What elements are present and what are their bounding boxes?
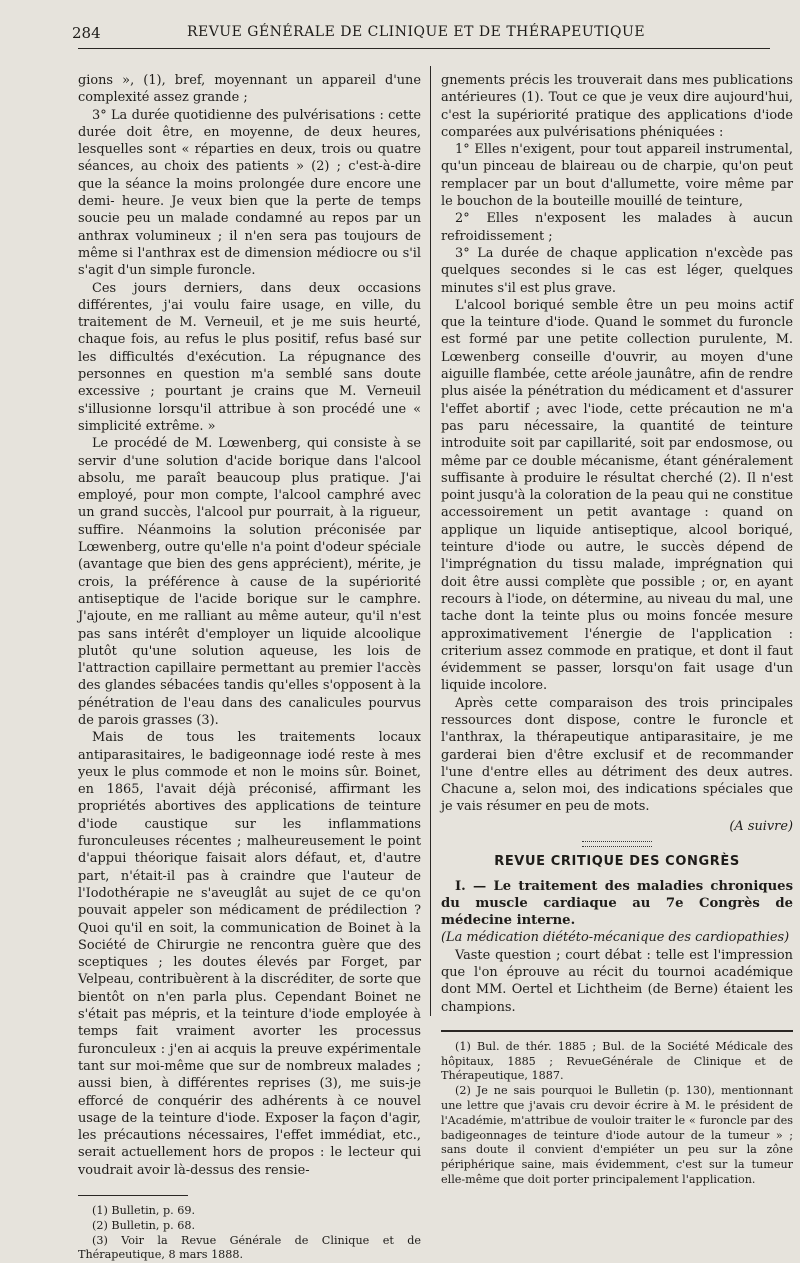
footnote: (3) Voir la Revue Générale de Clinique et de Thérapeutique, 8 mars 1888. <box>78 1233 421 1262</box>
paragraph: Après cette comparaison des trois principales ressources dont dispose, contre le furoncle et l'anthrax, la thérapeutique antiparasitaire, je me garderai bien d'être exclusif et de recommander l'une d'entre elles au détriment des deux autres. Chacune a, selon moi, des indications spéciales que je vais résumer en peu de mots. <box>441 695 793 815</box>
paragraph: 1° Elles n'exigent, pour tout appareil instrumental, qu'un pinceau de blaireau ou de charpie, qu'on peut remplacer par un bout d'allumette, voire même par le bouchon de la bouteille mouillé de teinture, <box>441 142 793 210</box>
footnote-rule <box>441 1030 793 1032</box>
footnote: (2) Je ne sais pourquoi le Bulletin (p. 130), mentionnant une lettre que j'avais cru devoir écrire à M. le président de l'Académie, m'attribue de vouloir traiter le « furoncle par des badigeonnages de teinture d'iode autour de la tumeur » ; sans doute il convient d'empiéter un peu sur la zône périphérique saine, mais évidemment, c'est sur la tumeur elle-même que doit porter principalement l'application. <box>441 1084 793 1187</box>
paragraph: Vaste question ; court débat : telle est l'impression que l'on éprouve au récit du tournoi académique dont MM. Oertel et Lichtheim (de Berne) étaient les champions. <box>441 947 793 1015</box>
paragraph: 2° Elles n'exposent les malades à aucun refroidissement ; <box>441 211 793 244</box>
footnote: (2) Bulletin, p. 68. <box>92 1218 196 1232</box>
header-rule <box>78 48 770 49</box>
article-subtitle: (La médication diététo-mécanique des cardiopathies) <box>441 930 790 946</box>
paragraph: 3° La durée quotidienne des pulvérisations : cette durée doit être, en moyenne, de deux heures, lesquelles sont « réparties en deux, trois ou quatre séances, au choix des patients » (2) ; c'est-à-dire que la séance la moins prolongée dure encore une demi- heure. Je veux bien que la perte de temps soucie peu un malade condamné au repos par un anthrax volumineux ; il n'en sera pas toujours de même si l'anthrax est de dimension médiocre ou s'il s'agit d'un simple furoncle. <box>78 107 421 279</box>
column-divider <box>430 66 431 1016</box>
paragraph: Mais de tous les traitements locaux antiparasitaires, le badigeonnage iodé reste à mes yeux le plus commode et non le moins sûr. Boinet, en 1865, l'avait déjà préconisé, affirmant les propriétés abortives des applications de teinture d'iode caustique sur les inflammations furonculeuses récentes ; malheureusement le point d'appui théorique faisait alors défaut, et, d'autre part, n'était-il pas à craindre que l'auteur de l'Iodothérapie ne s'aveuglât au sujet de ce qu'on pouvait appeler son médicament de prédilection ? Quoi qu'il en soit, la communication de Boinet à la Société de Chirurgie ne rencontra guère que des sceptiques ; les doutes élevés par Forget, par Velpeau, contribuèrent à la discréditer, de sorte que bientôt on n'en parla plus. Cependant Boinet ne s'était pas mépris, et la teinture d'iode employée à temps fait vraiment avorter les processus furonculeux : j'en ai acquis la preuve expérimentale tant sur moi-même que sur de nombreux malades ; aussi bien, à différentes reprises (3), me suis-je efforcé de conquérir des adhérents à ce nouvel usage de la teinture d'iode. Exposer la façon d'agir, les précautions nécessaires, l'effet immédiat, etc., serait actuellement hors de propos : le lecteur qui voudrait avoir là-dessus des rensie- <box>78 730 421 1178</box>
paragraph: gnements précis les trouverait dans mes publications antérieures (1). Tout ce que je veux dire aujourd'hui, c'est la supériorité pratique des applications d'iode comparées aux pulvérisations phéniquées : <box>441 73 793 140</box>
left-footnotes <box>78 1204 421 1263</box>
page-number: 284 <box>72 24 101 42</box>
paragraph: L'alcool boriqué semble être un peu moins actif que la teinture d'iode. Quand le sommet du furoncle est formé par une petite collection purulente, M. Lœwenberg conseille d'ouvrir, au moyen d'une aiguille flambée, cette aréole jaunâtre, afin de rendre plus aisée la pénétration du médicament et d'assurer l'effet abortif ; avec l'iode, cette précaution ne m'a pas paru nécessaire, la quantité de teinture introduite soit par capillarité, soit par endosmose, ou même par ce double mécanisme, étant généralement suffisante à produire le résultat cherché (2). Il n'est point jusqu'à la coloration de la peau qui ne constitue accessoirement un petit avantage : quand on applique un liquide antiseptique, alcool boriqué, teinture d'iode ou autre, le succès dépend de l'imprégnation du tissu malade, imprégnation qui doit être aussi complète que possible ; or, en ayant recours à l'iode, on détermine, au niveau du mal, une tache dont la teinte plus ou moins foncée mesure approximativement l'énergie de l'application : criterium assez commode en pratique, et dont il faut évidemment se passer, lorsqu'on fait usage d'un liquide incolore. <box>441 297 793 694</box>
running-title: REVUE GÉNÉRALE DE CLINIQUE ET DE THÉRAPEUTIQUE <box>186 24 646 40</box>
right-footnotes <box>441 1040 793 1188</box>
section-title: REVUE CRITIQUE DES CONGRÈS <box>494 854 740 870</box>
article-title: I. — Le traitement des maladies chroniques du muscle cardiaque au 7e Congrès de médecine interne. <box>441 879 793 929</box>
paragraph: Ces jours derniers, dans deux occasions différentes, j'ai voulu faire usage, en ville, du traitement de M. Verneuil, et je me suis heurté, chaque fois, au refus le plus positif, refus basé sur les difficultés d'exécution. La répugnance des personnes en question m'a semblé sans doute excessive ; pourtant je crains que M. Verneuil s'illusionne lorsqu'il attribue à son procédé une « simplicité extrême. » <box>78 280 421 434</box>
paragraph: Le procédé de M. Lœwenberg, qui consiste à se servir d'une solution d'acide borique dans l'alcool absolu, me paraît beaucoup plus pratique. J'ai employé, pour mon compte, l'alcool camphré avec un grand succès, l'alcool pur pourrait, à la rigueur, suffire. Néanmoins la solution préconisée par Lœwenberg, outre qu'elle n'a point d'odeur spéciale (avantage que bien des gens apprécient), mérite, je crois, la préférence à cause de la supériorité antiseptique de l'acide borique sur le camphre. J'ajoute, en me ralliant au même auteur, qu'il n'est pas sans intérêt d'employer un liquide alcoolique plutôt qu'une solution aqueuse, les lois de l'attraction capillaire permettant au premier l'accès des glandes sébacées tandis qu'elles s'opposent à la pénétration de l'eau dans des canalicules pourvus de parois grasses (3). <box>78 436 421 728</box>
paragraph: 3° La durée de chaque application n'excède pas quelques secondes si le cas est léger, quelques minutes s'il est plus grave. <box>441 245 793 296</box>
left-column <box>78 72 421 1263</box>
footnote-rule <box>78 1195 188 1196</box>
to-be-continued: (A suivre) <box>729 818 793 834</box>
paragraph: gions », (1), bref, moyennant un appareil d'une complexité assez grande ; <box>78 73 421 106</box>
footnote: (1) Bul. de thér. 1885 ; Bul. de la Société Médicale des hôpitaux, 1885 ; RevueGénérale de Clinique et de Thérapeutique, 1887. <box>441 1039 793 1083</box>
page-header <box>72 24 760 44</box>
footnote: (1) Bulletin, p. 69. <box>92 1204 196 1217</box>
right-column <box>441 72 793 1188</box>
ornament-divider <box>582 841 652 847</box>
